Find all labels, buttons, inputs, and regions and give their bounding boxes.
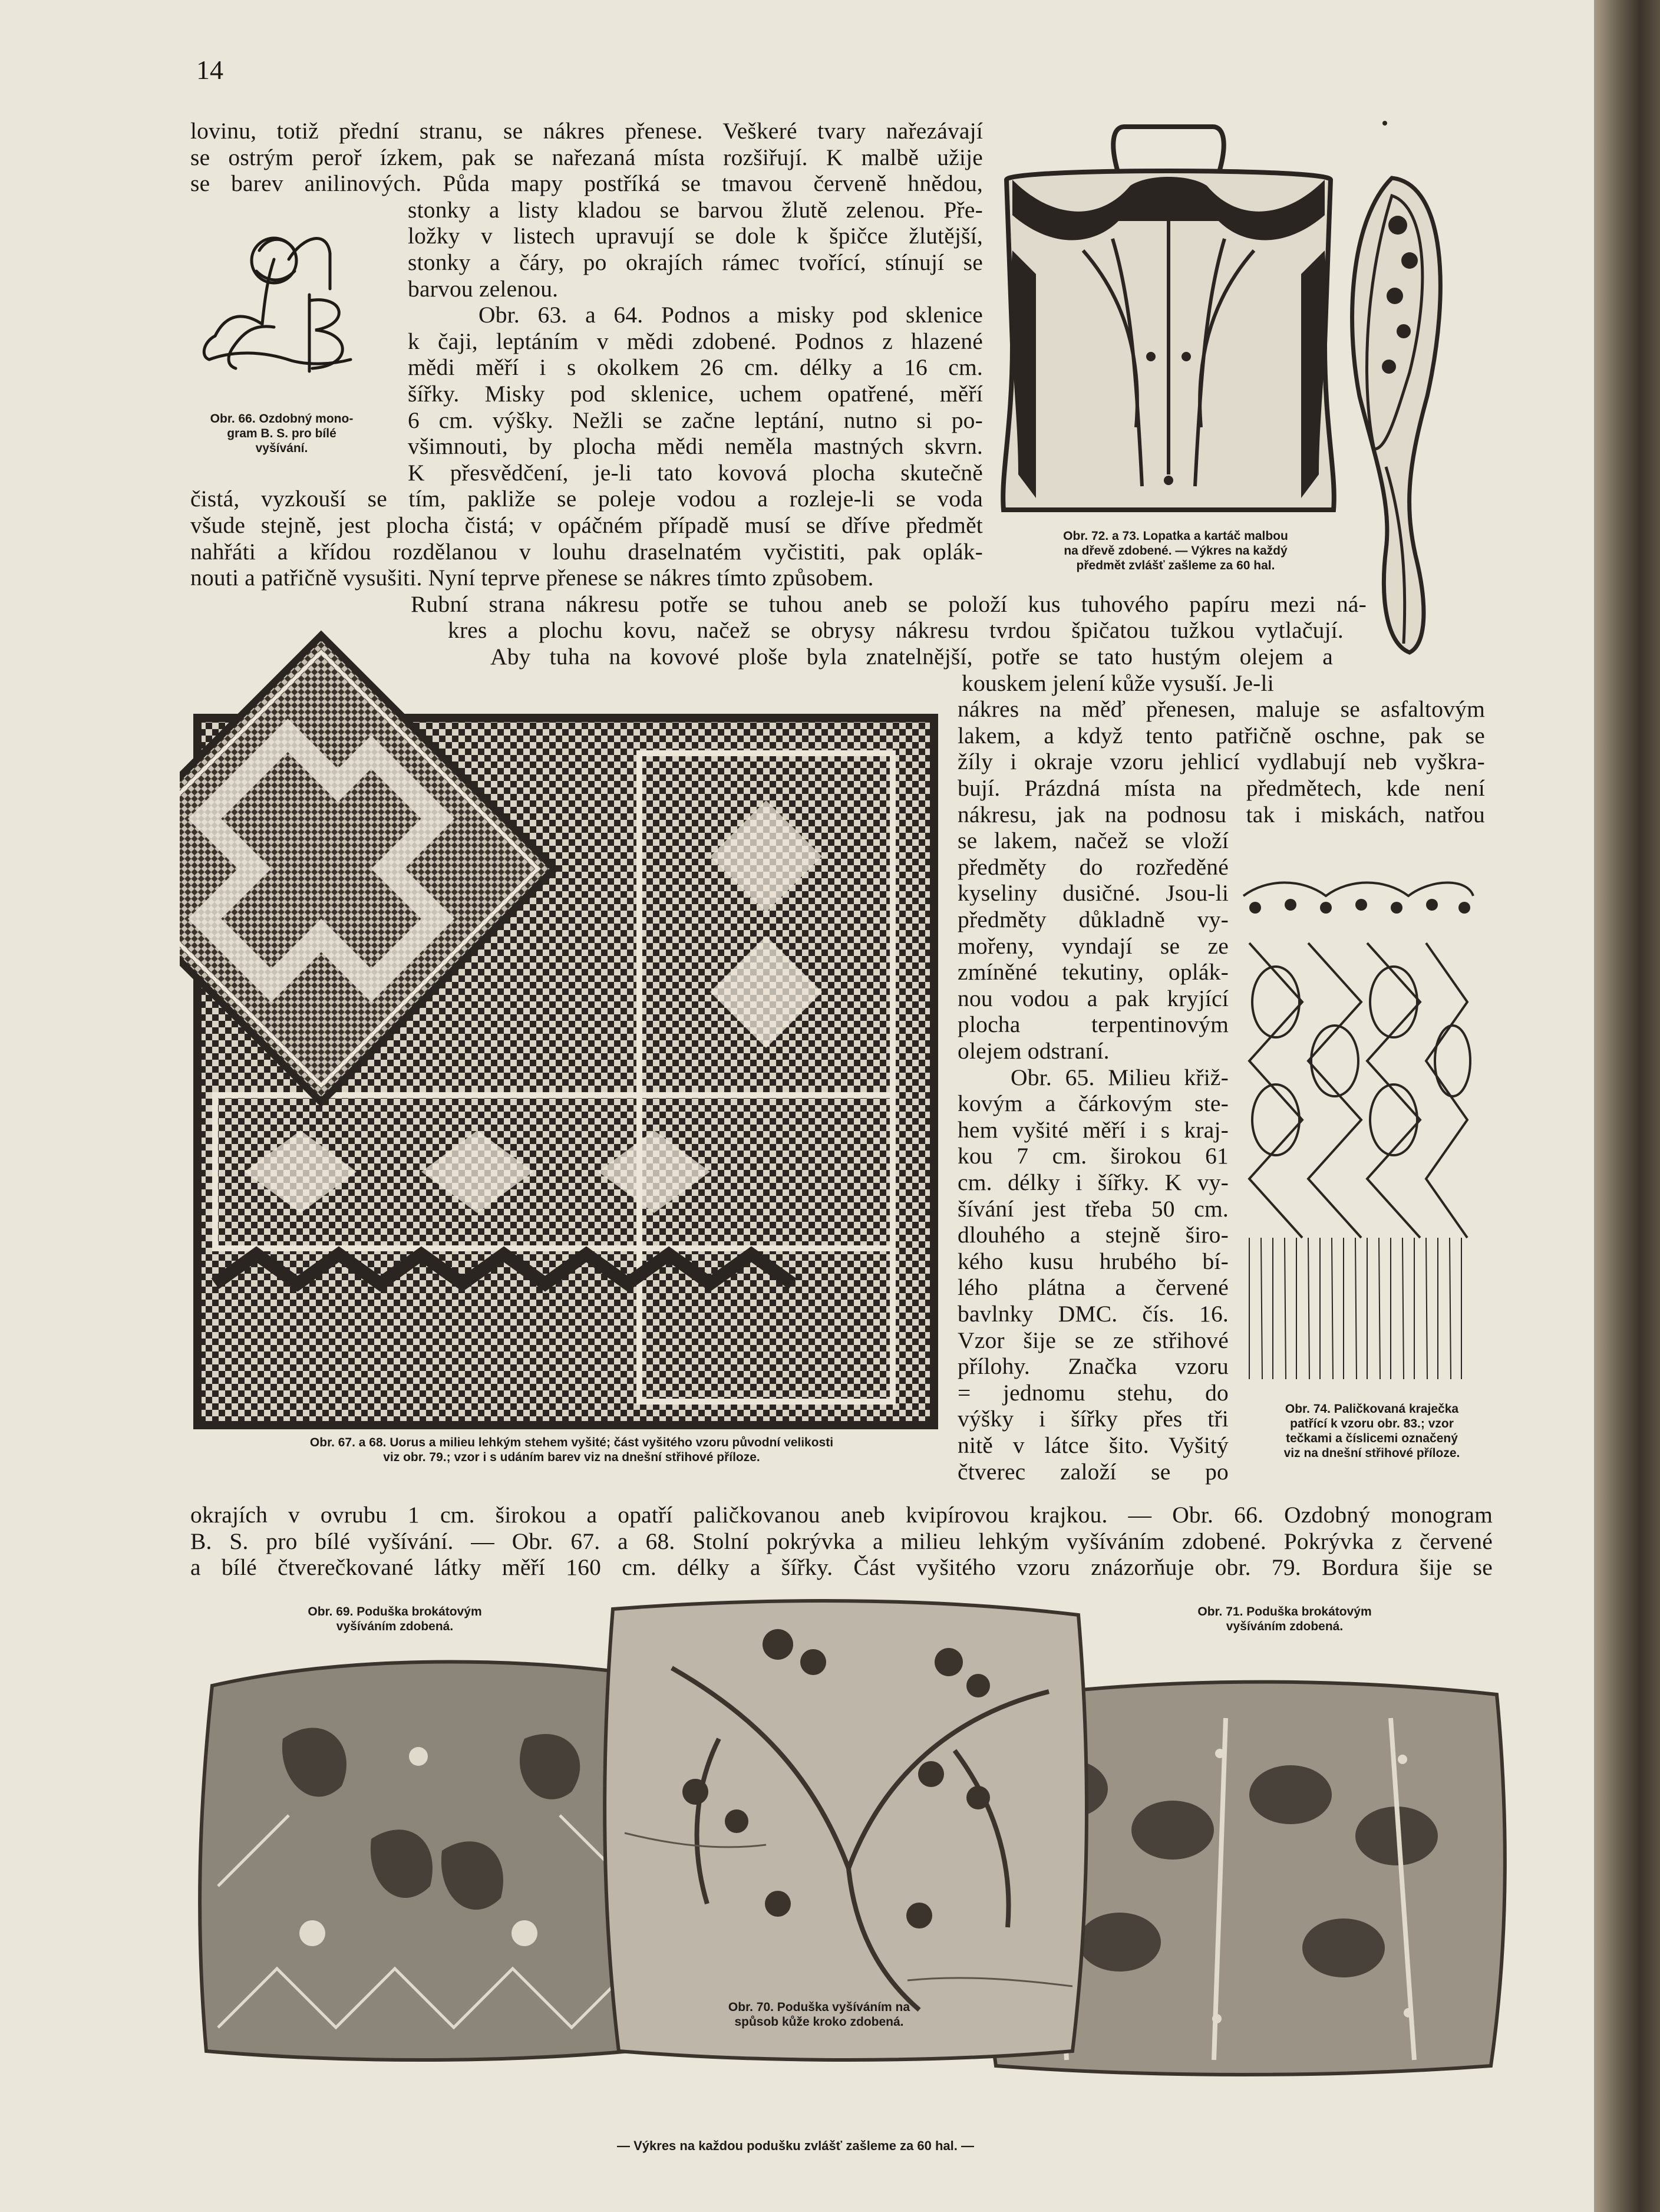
text-line: a bílé čtverečkované látky měří 160 cm. délky a šířky. Část vyšitého vzoru znázorňuje obr. 79. Bordura šije se xyxy=(190,1554,1493,1581)
text-line: nahřáti a křídou rozdělanou v louhu draselnatém vyčistiti, pak oplák- xyxy=(190,538,983,565)
text-line: K přesvědčení, je-li tato kovová plocha skutečně xyxy=(408,459,983,486)
text-line: Vzor šije se ze střihové xyxy=(958,1327,1229,1353)
text-line: hem vyšité měří i s kraj- xyxy=(958,1116,1229,1143)
text-line: lovinu, totiž přední stranu, se nákres přenese. Veškeré tvary nařezávají xyxy=(190,118,983,144)
text-line: dlouhého a stejně širo- xyxy=(958,1222,1229,1248)
text-line: předměty důkladně vy- xyxy=(958,906,1229,932)
text-line: se barev anilinových. Půda mapy postříká se tmavou červeně hnědou, xyxy=(190,170,983,197)
text-line: barvou zelenou. xyxy=(408,275,559,302)
text-line: ložky v listech upravují se dole k špičce žlutější, xyxy=(408,223,983,249)
text-line: cm. délky i šířky. K vy- xyxy=(958,1169,1229,1195)
text-line: se ostrým peroř ízkem, pak se nařezaná místa rozšiřují. K malbě užije xyxy=(190,144,983,170)
text-line: okrajích v ovrubu 1 cm. širokou a opatří paličkovanou aneb kvipírovou krajkou. — Obr. 66. Ozdobný monogram xyxy=(190,1502,1493,1528)
text-line: stonky a čáry, po okrajích rámec tvořící, stínují se xyxy=(408,249,983,275)
text-line: mědi měří i s okolkem 26 cm. délky a 16 cm. xyxy=(408,354,983,381)
text-line: čtverec založí se po xyxy=(958,1458,1229,1485)
text-line: Obr. 63. a 64. Podnos a misky pod sklenice xyxy=(478,302,983,328)
text-line: Rubní strana nákresu potře se tuhou aneb se položí kus tuhového papíru mezi ná- xyxy=(411,591,1367,617)
text-line: zmíněné tekutiny, oplák- xyxy=(958,959,1229,985)
text-line: k čaji, leptáním v mědi zdobené. Podnos z hlazené xyxy=(408,328,983,354)
text-line: nou vodou a pak kryjící xyxy=(958,985,1229,1011)
text-line: výšky i šířky přes tři xyxy=(958,1406,1229,1432)
caption-fig-70: Obr. 70. Poduška vyšíváním na spůsob kůže kroko zdobená. xyxy=(728,2000,910,2029)
text-line: předměty do rozředěné xyxy=(958,853,1229,880)
figure-74-lace xyxy=(1232,872,1479,1385)
text-line: žíly i okraje vzoru jehlicí vydlabují neb vyškra- xyxy=(958,749,1485,775)
text-line: se lakem, načež se vloží xyxy=(958,828,1229,854)
figure-70-pillow xyxy=(601,1597,1090,2063)
figure-72-dustpan xyxy=(995,121,1342,516)
text-line: nouti a patřičně vysušiti. Nyní teprve přenese se nákres tímto způsobem. xyxy=(190,565,874,591)
caption-fig-66: Obr. 66. Ozdobný mono- gram B. S. pro bílé vyšívání. xyxy=(210,412,354,455)
text-line: 6 cm. výšky. Nežli se začne leptání, nutno si po- xyxy=(408,407,983,433)
page-number: 14 xyxy=(196,55,223,85)
text-line: kres a plochu kovu, načež se obrysy nákresu tvrdou špičatou tužkou vytlačují. xyxy=(448,617,1344,644)
text-line: olejem odstraní. xyxy=(958,1038,1110,1064)
caption-fig-72-73: Obr. 72. a 73. Lopatka a kartáč malbou na dřevě zdobené. — Výkres na každý předmět zvlášť zašleme za 60 hal. xyxy=(1063,529,1288,572)
figure-69-pillow xyxy=(194,1650,648,2069)
text-line: lého plátna a červené xyxy=(958,1274,1229,1301)
text-line: nákres na měď přenesen, maluje se asfaltovým xyxy=(958,696,1485,723)
text-line: plocha terpentinovým xyxy=(958,1011,1229,1038)
text-line: lakem, a když tento patřičně oschne, pak se xyxy=(958,722,1485,749)
text-line: kou 7 cm. širokou 61 xyxy=(958,1143,1229,1169)
caption-fig-74: Obr. 74. Paličkovaná kraječka patřící k vzoru obr. 83.; vzor tečkami a číslicemi označený viz na dnešní střihové příloze. xyxy=(1283,1402,1460,1460)
text-line: stonky a listy kladou se barvou žlutě zelenou. Pře- xyxy=(408,196,983,223)
text-line: šívání jest třeba 50 cm. xyxy=(958,1195,1229,1222)
figure-67-tablecloth xyxy=(180,606,946,1434)
text-line: bují. Prázdná místa na předmětech, kde není xyxy=(958,775,1485,801)
text-line: čistá, vyzkouší se tím, pakliže se poleje vodou a rozleje-li se voda xyxy=(190,486,983,512)
text-line: = jednomu stehu, do xyxy=(958,1379,1229,1406)
text-line: Obr. 65. Milieu křiž- xyxy=(1011,1064,1229,1090)
text-line: kého kusu hrubého bí- xyxy=(958,1248,1229,1274)
caption-fig-69: Obr. 69. Poduška brokátovým vyšíváním zdobená. xyxy=(308,1605,482,1633)
text-line: kovým a čárkovým ste- xyxy=(958,1090,1229,1117)
figure-73-brush xyxy=(1339,172,1463,655)
text-line: kouskem jelení kůže vysuší. Je-li xyxy=(962,670,1274,696)
footer-note: — Výkres na každou podušku zvlášť zašleme za 60 hal. — xyxy=(617,2138,974,2153)
book-spine xyxy=(1594,0,1660,2212)
text-line: B. S. pro bílé vyšívání. — Obr. 67. a 68. Stolní pokrývka a milieu lehkým vyšíváním zdobené. Pokrývka z červené xyxy=(190,1528,1493,1554)
text-line: mořeny, vyndají se ze xyxy=(958,932,1229,959)
caption-fig-71: Obr. 71. Poduška brokátovým vyšíváním zdobená. xyxy=(1197,1605,1372,1633)
text-line: všimnouti, by plocha mědi neměla mastných skvrn. xyxy=(408,433,983,460)
text-line: šířky. Misky pod sklenice, uchem opatřené, měří xyxy=(408,381,983,407)
text-line: nitě v látce šito. Vyšitý xyxy=(958,1432,1229,1458)
text-line: Aby tuha na kovové ploše byla znatelnější, potře se tato hustým olejem a xyxy=(490,644,1333,670)
text-line: všude stejně, jest plocha čistá; v opáčném případě musí se dříve předmět xyxy=(190,512,983,538)
text-line: nákresu, jak na podnosu tak i miskách, natřou xyxy=(958,801,1485,828)
text-line: přílohy. Značka vzoru xyxy=(958,1353,1229,1380)
margin-mark xyxy=(1382,121,1387,126)
text-line: bavlnky DMC. čís. 16. xyxy=(958,1301,1229,1327)
caption-fig-67-68: Obr. 67. a 68. Uorus a milieu lehkým stehem vyšité; část vyšitého vzoru původní velikosti viz obr. 79.; vzor i s udáním barev viz na dnešní střihové příloze. xyxy=(309,1436,834,1464)
figure-66-monogram xyxy=(192,224,368,383)
text-line: kyseliny dusičné. Jsou-li xyxy=(958,880,1229,906)
